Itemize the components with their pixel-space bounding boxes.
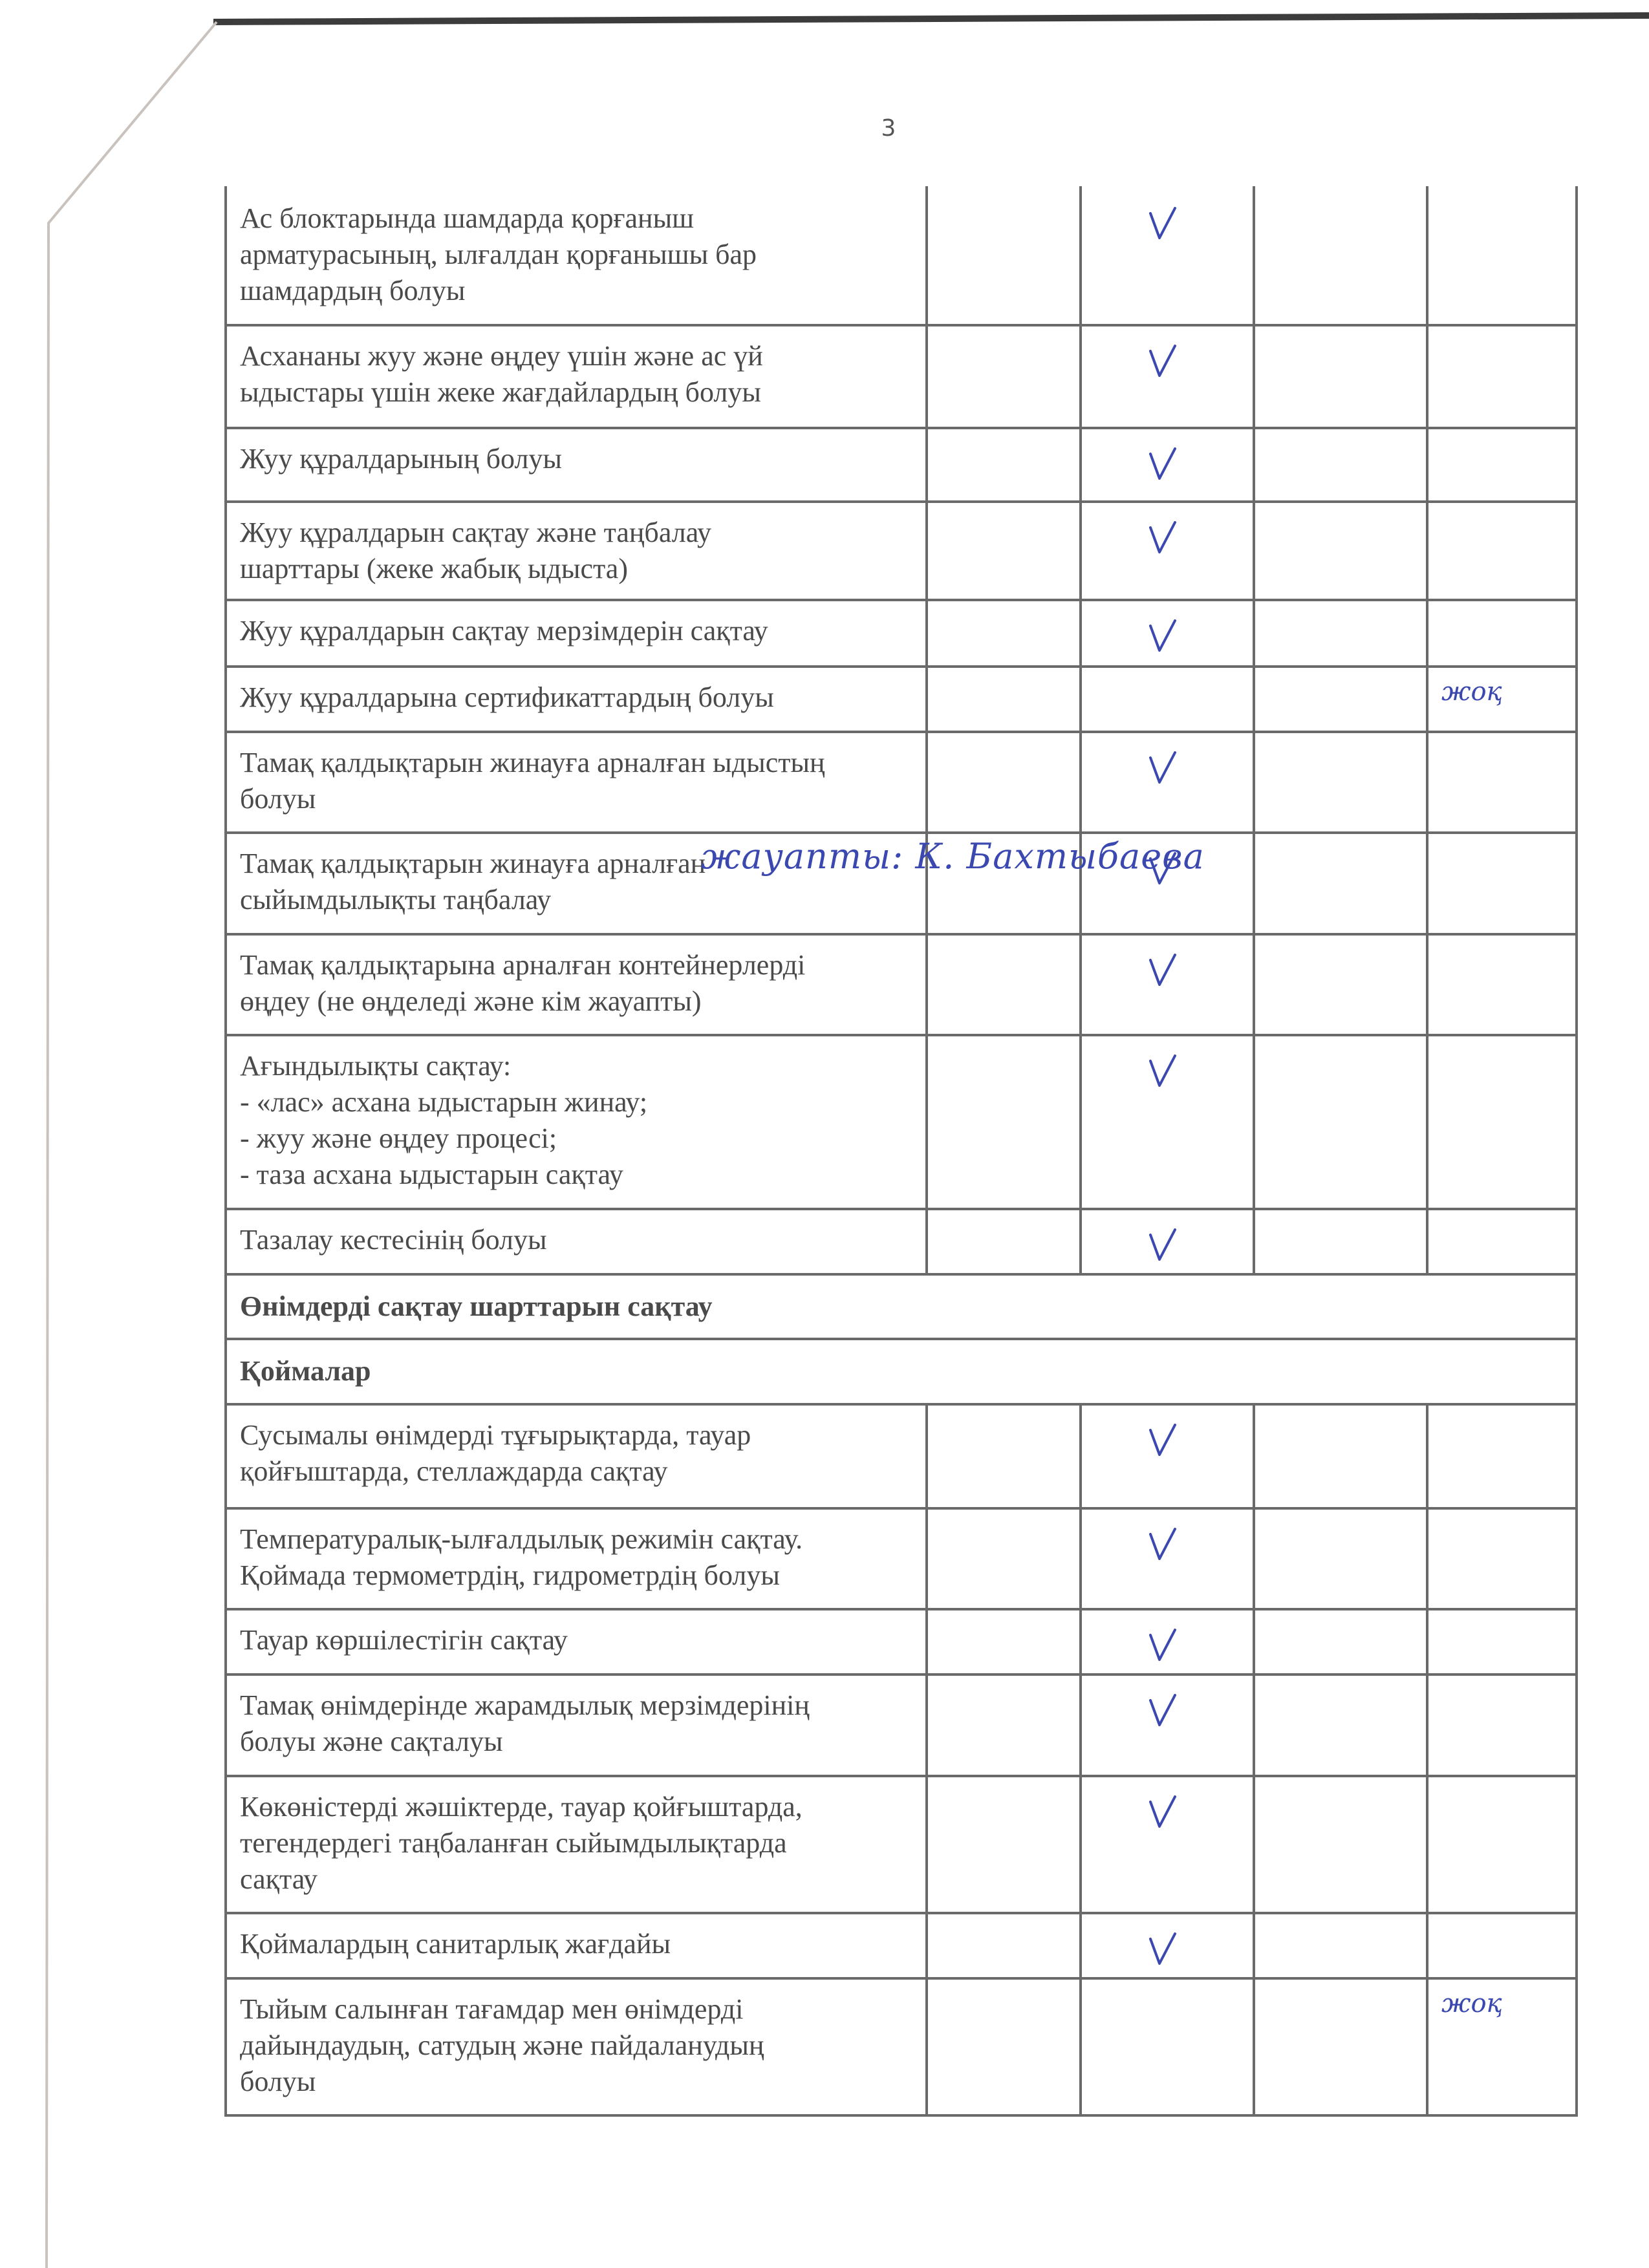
mark-cell-2 <box>1079 1208 1253 1273</box>
mark-cell-2 <box>1079 599 1253 665</box>
mark-cell-1 <box>925 1034 1079 1208</box>
table-row <box>224 1608 1578 1676</box>
mark-cell-4 <box>1426 186 1578 324</box>
table-row <box>224 1977 1578 2117</box>
mark-cell-1 <box>925 186 1079 324</box>
checkmark-icon <box>1147 952 1179 989</box>
criterion-cell <box>224 599 925 665</box>
mark-cell-1 <box>925 599 1079 665</box>
criterion-text: Тамақ қалдықтарына арналған контейнерлерді өңдеу (не өңделеді және кім жауапты) <box>240 949 806 1017</box>
mark-cell-1 <box>925 1507 1079 1608</box>
criterion-cell <box>224 1775 925 1912</box>
checkmark-icon <box>1147 520 1179 556</box>
mark-cell-4 <box>1426 1912 1578 1977</box>
mark-cell-3 <box>1253 186 1426 324</box>
handwritten-responsible-note: жауапты: К. Бахтыбаева <box>701 836 1205 877</box>
criterion-text: Жуу құралдарына сертификаттардың болуы <box>240 681 774 713</box>
handwritten-absent-note: жоқ <box>1441 1989 1502 2018</box>
mark-cell-1 <box>925 731 1079 831</box>
mark-cell-4 <box>1426 1775 1578 1912</box>
mark-cell-3 <box>1253 1912 1426 1977</box>
handwritten-absent-note: жоқ <box>1441 677 1502 707</box>
mark-cell-3 <box>1253 731 1426 831</box>
section-header-row <box>224 1338 1578 1406</box>
criterion-text: Асхананы жуу және өңдеу үшін және ас үй ыдыстары үшін жеке жағдайлардың болуы <box>240 340 763 408</box>
mark-cell-2 <box>1079 933 1253 1034</box>
mark-cell-1 <box>925 1775 1079 1912</box>
criterion-text: Тамақ қалдықтарын жинауға арналған ыдыстың болуы <box>240 747 825 815</box>
mark-cell-3 <box>1253 1977 1426 2114</box>
mark-cell-1 <box>925 1673 1079 1775</box>
criterion-cell <box>224 1977 925 2114</box>
mark-cell-1 <box>925 427 1079 500</box>
criterion-cell <box>224 324 925 427</box>
checkmark-icon <box>1147 1627 1179 1664</box>
checkmark-icon <box>1147 1227 1179 1263</box>
section-title: Қоймалар <box>240 1355 371 1387</box>
criterion-cell <box>224 731 925 831</box>
mark-cell-3 <box>1253 324 1426 427</box>
criterion-text: Тауар көршілестігін сақтау <box>240 1624 568 1656</box>
mark-cell-2 <box>1079 1912 1253 1977</box>
mark-cell-2 <box>1079 500 1253 599</box>
checkmark-icon <box>1147 446 1179 482</box>
mark-cell-1 <box>925 500 1079 599</box>
checkmark-icon <box>1147 1693 1179 1729</box>
mark-cell-2 <box>1079 1775 1253 1912</box>
criterion-cell <box>224 1912 925 1977</box>
mark-cell-4 <box>1426 500 1578 599</box>
mark-cell-2 <box>1079 665 1253 731</box>
mark-cell-4 <box>1426 731 1578 831</box>
table-row <box>224 665 1578 733</box>
mark-cell-3 <box>1253 1507 1426 1608</box>
mark-cell-4 <box>1426 1673 1578 1775</box>
criterion-text: Ағындылықты сақтау: - «лас» асхана ыдыстарын жинау; - жуу және өңдеу процесі; - таза асхана ыдыстарын сақтау <box>240 1050 648 1190</box>
mark-cell-3 <box>1253 1403 1426 1507</box>
checkmark-icon <box>1147 343 1179 380</box>
criterion-text: Тазалау кестесінің болуы <box>240 1224 547 1256</box>
table-row <box>224 1507 1578 1610</box>
criterion-text: Жуу құралдарын сақтау және таңбалау шарттары (жеке жабық ыдыста) <box>240 517 711 584</box>
mark-cell-4 <box>1426 933 1578 1034</box>
mark-cell-2 <box>1079 427 1253 500</box>
table-row <box>224 324 1578 429</box>
mark-cell-3 <box>1253 599 1426 665</box>
mark-cell-1 <box>925 665 1079 731</box>
mark-cell-1 <box>925 324 1079 427</box>
mark-cell-2 <box>1079 1977 1253 2114</box>
section-title: Өнімдерді сақтау шарттарын сақтау <box>240 1290 713 1322</box>
criterion-cell <box>224 186 925 324</box>
criterion-text: Тамақ қалдықтарын жинауға арналған сыйымдылықты таңбалау <box>240 848 706 915</box>
mark-cell-4 <box>1426 1507 1578 1608</box>
mark-cell-4 <box>1426 1208 1578 1273</box>
criterion-cell <box>224 1338 1578 1403</box>
table-row <box>224 599 1578 668</box>
criterion-text: Қоймалардың санитарлық жағдайы <box>240 1928 671 1960</box>
mark-cell-1 <box>925 1912 1079 1977</box>
mark-cell-2 <box>1079 1608 1253 1673</box>
criterion-text: Ас блоктарында шамдарда қорғаныш арматурасының, ылғалдан қорғанышы бар шамдардың болуы <box>240 202 757 306</box>
mark-cell-4 <box>1426 1034 1578 1208</box>
table-row <box>224 1403 1578 1510</box>
mark-cell-3 <box>1253 1208 1426 1273</box>
mark-cell-2 <box>1079 1403 1253 1507</box>
mark-cell-3 <box>1253 1608 1426 1673</box>
criterion-cell <box>224 500 925 599</box>
mark-cell-4 <box>1426 324 1578 427</box>
mark-cell-1 <box>925 1977 1079 2114</box>
table-row <box>224 1673 1578 1777</box>
mark-cell-3 <box>1253 665 1426 731</box>
mark-cell-4 <box>1426 1403 1578 1507</box>
section-header-row <box>224 1273 1578 1340</box>
mark-cell-3 <box>1253 500 1426 599</box>
checkmark-icon <box>1147 1422 1179 1459</box>
checkmark-icon <box>1147 750 1179 786</box>
criterion-cell <box>224 1034 925 1208</box>
mark-cell-3 <box>1253 1673 1426 1775</box>
mark-cell-3 <box>1253 1775 1426 1912</box>
mark-cell-4 <box>1426 427 1578 500</box>
checkmark-icon <box>1147 1053 1179 1089</box>
mark-cell-4 <box>1426 831 1578 933</box>
page-number: 3 <box>881 115 896 142</box>
table-row <box>224 186 1578 326</box>
criterion-text: Тамақ өнімдерінде жарамдылық мерзімдерінің болуы және сақталуы <box>240 1689 810 1757</box>
mark-cell-3 <box>1253 933 1426 1034</box>
criterion-cell <box>224 933 925 1034</box>
mark-cell-3 <box>1253 427 1426 500</box>
checkmark-icon <box>1147 1931 1179 1967</box>
criterion-cell <box>224 1507 925 1608</box>
table-row <box>224 500 1578 601</box>
mark-cell-1 <box>925 1608 1079 1673</box>
mark-cell-2 <box>1079 1034 1253 1208</box>
mark-cell-1 <box>925 1403 1079 1507</box>
mark-cell-1 <box>925 933 1079 1034</box>
mark-cell-2 <box>1079 1673 1253 1775</box>
table-row <box>224 427 1578 503</box>
mark-cell-4 <box>1426 1608 1578 1673</box>
criterion-cell <box>224 427 925 500</box>
table-row <box>224 1912 1578 1980</box>
criterion-cell <box>224 1673 925 1775</box>
mark-cell-2 <box>1079 1507 1253 1608</box>
mark-cell-2 <box>1079 324 1253 427</box>
checkmark-icon <box>1147 206 1179 242</box>
mark-cell-1 <box>925 1208 1079 1273</box>
mark-cell-2 <box>1079 186 1253 324</box>
criterion-text: Тыйым салынған тағамдар мен өнімдерді дайындаудың, сатудың және пайдаланудың болуы <box>240 1993 764 2097</box>
mark-cell-2 <box>1079 731 1253 831</box>
criterion-cell <box>224 665 925 731</box>
table-row <box>224 933 1578 1036</box>
criterion-text: Температуралық-ылғалдылық режимін сақтау. Қоймада термометрдің, гидрометрдің болуы <box>240 1523 803 1591</box>
criterion-cell <box>224 1403 925 1507</box>
checkmark-icon <box>1147 1794 1179 1830</box>
criterion-text: Көкөністерді жәшіктерде, тауар қойғыштарда, тегендердегі таңбаланған сыйымдылықтарда сақтау <box>240 1791 803 1895</box>
table-row <box>224 1034 1578 1210</box>
mark-cell-4 <box>1426 1977 1578 2114</box>
criterion-text: Жуу құралдарының болуы <box>240 443 562 475</box>
mark-cell-4 <box>1426 665 1578 731</box>
table-row <box>224 1775 1578 1914</box>
mark-cell-4 <box>1426 599 1578 665</box>
criterion-cell <box>224 1608 925 1673</box>
table-row <box>224 1208 1578 1276</box>
criterion-cell <box>224 1208 925 1273</box>
mark-cell-3 <box>1253 1034 1426 1208</box>
criterion-text: Жуу құралдарын сақтау мерзімдерін сақтау <box>240 615 768 647</box>
table-row <box>224 731 1578 834</box>
checkmark-icon <box>1147 618 1179 654</box>
criterion-cell <box>224 1273 1578 1338</box>
criterion-text: Сусымалы өнімдерді тұғырықтарда, тауар қойғыштарда, стеллаждарда сақтау <box>240 1419 751 1487</box>
checkmark-icon <box>1147 1526 1179 1563</box>
